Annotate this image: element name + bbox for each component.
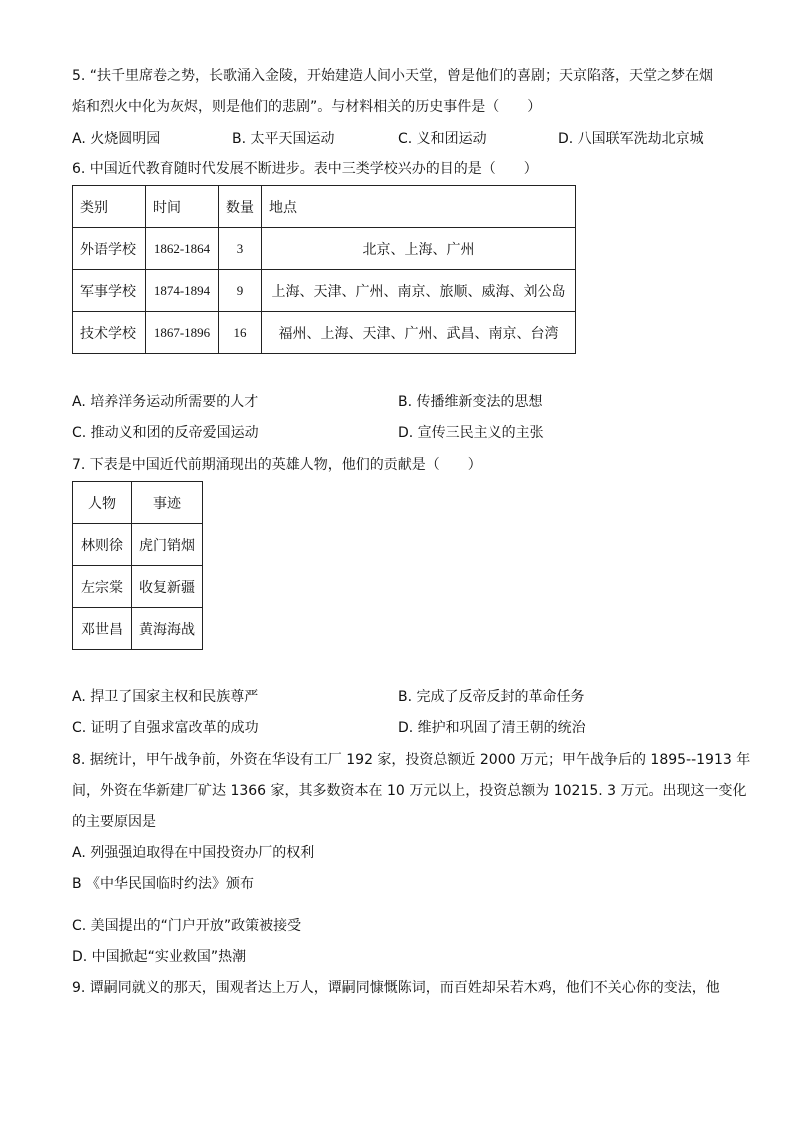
q8-option-d[interactable]: D. 中国掀起“实业救国”热潮 <box>72 949 247 965</box>
table-cell: 技术学校 <box>73 312 146 354</box>
table-header-cell: 类别 <box>73 186 146 228</box>
table-header-row <box>73 186 576 228</box>
table-header-cell: 事迹 <box>132 482 203 524</box>
table-cell: 3 <box>219 228 262 270</box>
table-header-cell: 地点 <box>262 186 576 228</box>
q5-stem-line2: 焰和烈火中化为灰烬，则是他们的悲剧”。与材料相关的历史事件是（ ） <box>72 99 542 115</box>
q9-stem-line1: 9. 谭嗣同就义的那天，围观者达上万人，谭嗣同慷慨陈词，而百姓却呆若木鸡，他们不关心你的变法，他 <box>72 980 720 996</box>
table-row <box>73 270 576 312</box>
table-cell: 邓世昌 <box>73 608 132 650</box>
table-header-row <box>73 482 203 524</box>
q6-option-a[interactable]: A. 培养洋务运动所需要的人才 <box>72 394 259 410</box>
table-cell: 左宗棠 <box>73 566 132 608</box>
q6-option-b[interactable]: B. 传播维新变法的思想 <box>398 394 543 410</box>
table-header-cell: 时间 <box>146 186 219 228</box>
table-cell: 1874-1894 <box>146 270 219 312</box>
q5-option-d[interactable]: D. 八国联军洗劫北京城 <box>558 131 704 147</box>
table-row <box>73 312 576 354</box>
q5-option-c[interactable]: C. 义和团运动 <box>398 131 487 147</box>
table-cell: 收复新疆 <box>132 566 203 608</box>
q7-stem: 7. 下表是中国近代前期涌现出的英雄人物，他们的贡献是（ ） <box>72 457 482 473</box>
q5-option-b[interactable]: B. 太平天国运动 <box>232 131 335 147</box>
table-row <box>73 524 203 566</box>
table-cell: 外语学校 <box>73 228 146 270</box>
table-row <box>73 608 203 650</box>
q7-hero-table <box>72 481 203 650</box>
q6-option-c[interactable]: C. 推动义和团的反帝爱国运动 <box>72 425 259 441</box>
q6-option-d[interactable]: D. 宣传三民主义的主张 <box>398 425 544 441</box>
q8-option-b[interactable]: B 《中华民国临时约法》颁布 <box>72 876 255 892</box>
q7-option-b[interactable]: B. 完成了反帝反封的革命任务 <box>398 689 585 705</box>
q8-option-a[interactable]: A. 列强强迫取得在中国投资办厂的权利 <box>72 845 315 861</box>
q7-option-d[interactable]: D. 维护和巩固了清王朝的统治 <box>398 720 586 736</box>
q8-option-c[interactable]: C. 美国提出的“门户开放”政策被接受 <box>72 918 302 934</box>
table-cell: 1867-1896 <box>146 312 219 354</box>
q5-stem-line1: 5. “扶千里席卷之势，长歌涌入金陵，开始建造人间小天堂，曾是他们的喜剧；天京陷落，天堂之梦在烟 <box>72 68 714 84</box>
table-header-cell: 数量 <box>219 186 262 228</box>
q6-stem: 6. 中国近代教育随时代发展不断进步。表中三类学校兴办的目的是（ ） <box>72 161 538 177</box>
q5-option-a[interactable]: A. 火烧圆明园 <box>72 131 161 147</box>
table-cell: 1862-1864 <box>146 228 219 270</box>
q8-stem-line1: 8. 据统计，甲午战争前，外资在华设有工厂 192 家，投资总额近 2000 万元；甲午战争后的 1895--1913 年 <box>72 752 751 768</box>
table-row <box>73 228 576 270</box>
table-cell: 军事学校 <box>73 270 146 312</box>
table-cell: 虎门销烟 <box>132 524 203 566</box>
table-cell: 黄海海战 <box>132 608 203 650</box>
table-row <box>73 566 203 608</box>
table-header-cell: 人物 <box>73 482 132 524</box>
q8-stem-line3: 的主要原因是 <box>72 814 156 830</box>
q8-stem-line2: 间，外资在华新建厂矿达 1366 家，其多数资本在 10 万元以上，投资总额为 10215. 3 万元。出现这一变化 <box>72 783 747 799</box>
q7-option-c[interactable]: C. 证明了自强求富改革的成功 <box>72 720 259 736</box>
table-cell: 上海、天津、广州、南京、旅顺、威海、刘公岛 <box>262 270 576 312</box>
table-cell: 9 <box>219 270 262 312</box>
table-cell: 北京、上海、广州 <box>262 228 576 270</box>
table-cell: 林则徐 <box>73 524 132 566</box>
q7-option-a[interactable]: A. 捍卫了国家主权和民族尊严 <box>72 689 259 705</box>
table-cell: 16 <box>219 312 262 354</box>
q6-school-table <box>72 185 576 354</box>
table-cell: 福州、上海、天津、广州、武昌、南京、台湾 <box>262 312 576 354</box>
